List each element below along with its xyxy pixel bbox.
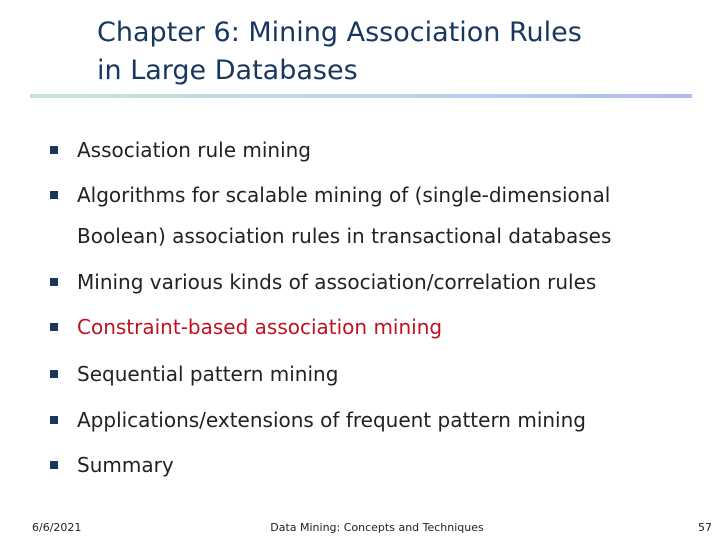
- square-bullet-icon: [50, 370, 58, 378]
- bullet-text: Constraint-based association mining: [77, 315, 443, 339]
- page-number: 57: [698, 521, 712, 534]
- square-bullet-icon: [50, 416, 58, 424]
- bullet-text: Algorithms for scalable mining of (single-dimensional: [77, 183, 611, 207]
- bullet-text: Applications/extensions of frequent pattern mining: [77, 408, 586, 432]
- square-bullet-icon: [50, 278, 58, 286]
- footer-title: Data Mining: Concepts and Techniques: [270, 521, 484, 534]
- footer-date: 6/6/2021: [32, 521, 82, 534]
- bullet-text: Mining various kinds of association/correlation rules: [77, 270, 597, 294]
- square-bullet-icon: [50, 146, 58, 154]
- square-bullet-icon: [50, 323, 58, 331]
- bullet-text-continuation: Boolean) association rules in transactional databases: [77, 224, 612, 248]
- square-bullet-icon: [50, 191, 58, 199]
- square-bullet-icon: [50, 461, 58, 469]
- bullet-text: Summary: [77, 453, 174, 477]
- slide-title-line-1: Chapter 6: Mining Association Rules: [97, 17, 582, 48]
- bullet-text: Association rule mining: [77, 138, 311, 162]
- bullet-text: Sequential pattern mining: [77, 362, 339, 386]
- slide-title-line-2: in Large Databases: [97, 55, 358, 86]
